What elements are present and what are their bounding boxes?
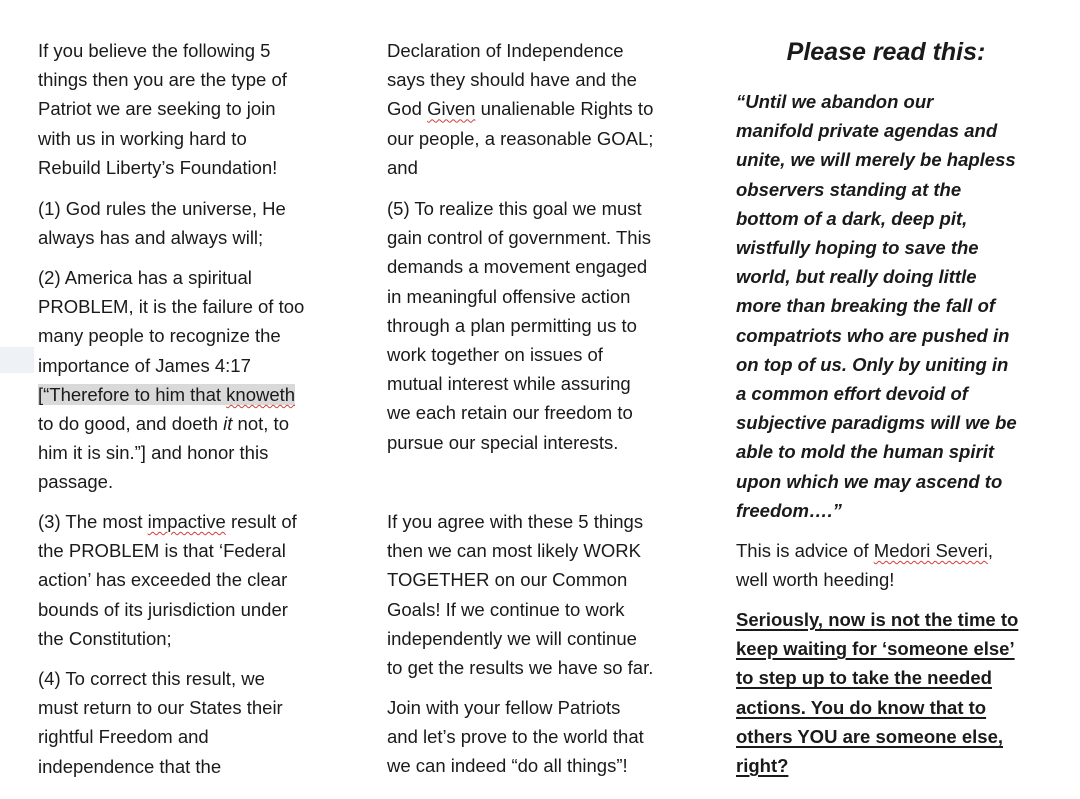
scripture-quote: [“Therefore to him that: [38, 383, 227, 405]
point-3: [38, 507, 297, 653]
continued-start: Declaration of Independence says they should have and the God: [387, 40, 637, 120]
continued-end: unalienable Rights to our people, a reasonable GOAL; and: [387, 98, 654, 178]
italic-word: it: [223, 413, 233, 435]
join-paragraph: Join with your fellow Patriots and let’s prove to the world that we can indeed “do all things”!: [387, 697, 644, 777]
point-3-start: (3) The most: [38, 511, 148, 532]
point-2-cont: to do good, and doeth: [38, 413, 224, 435]
advice-attribution: [736, 536, 993, 594]
advice-end: , well worth heeding!: [736, 540, 994, 591]
point-3-end: result of the PROBLEM is that ‘Federal action’ has exceeded the clear bounds of its jurisdiction under the Constitution;: [38, 511, 297, 649]
point-4: (4) To correct this result, we must return to our States their rightful Freedom and independence that the: [38, 668, 283, 777]
severi-quote: “Until we abandon our manifold private agendas and unite, we will merely be hapless observers standing at the bottom of a dark, deep pit, wistfully hoping to save the world, but really doing little more than breaking the fall of compatriots who are pushed in on top of us. Only by uniting in a common effort devoid of subjective paradigms will we be able to mold the human spirit upon which we may ascend to freedom….”: [736, 91, 1017, 521]
point-2: [38, 263, 304, 497]
point-4-continued: [387, 36, 653, 182]
point-1: (1) God rules the universe, He always has and always will;: [38, 198, 286, 249]
spelling-flag: Given: [427, 98, 476, 120]
agree-paragraph: If you agree with these 5 things then we can most likely WORK TOGETHER on our Common Goals! If we continue to work independently we will continue to get the results we have so far.: [387, 511, 654, 679]
intro-paragraph: If you believe the following 5 things then you are the type of Patriot we are seeking to join with us in working hard to Rebuild Liberty’s Foundation!: [38, 40, 287, 178]
page-title: Please read this:: [786, 38, 986, 66]
spelling-flag: impactive: [147, 511, 226, 532]
point-2-end: not, to him it is sin.”] and honor this passage.: [38, 413, 289, 493]
author-name: Medori Severi: [873, 540, 988, 561]
margin-marker: [0, 347, 34, 373]
call-to-action: Seriously, now is not the time to keep waiting for ‘someone else’ to step up to take the needed actions. You do know that to others YOU are someone else, right?: [736, 609, 1019, 777]
point-5: (5) To realize this goal we must gain control of government. This demands a movement engaged in meaningful offensive action through a plan permitting us to work together on issues of mutual interest while assuring we each retain our freedom to pursue our special interests.: [387, 198, 651, 453]
point-2-text: (2) America has a spiritual PROBLEM, it is the failure of too many people to recognize the importance of James 4:17: [38, 267, 305, 376]
spelling-flag: knoweth: [226, 383, 296, 405]
scripture-highlight: [38, 384, 295, 405]
advice-start: This is advice of: [736, 540, 874, 561]
